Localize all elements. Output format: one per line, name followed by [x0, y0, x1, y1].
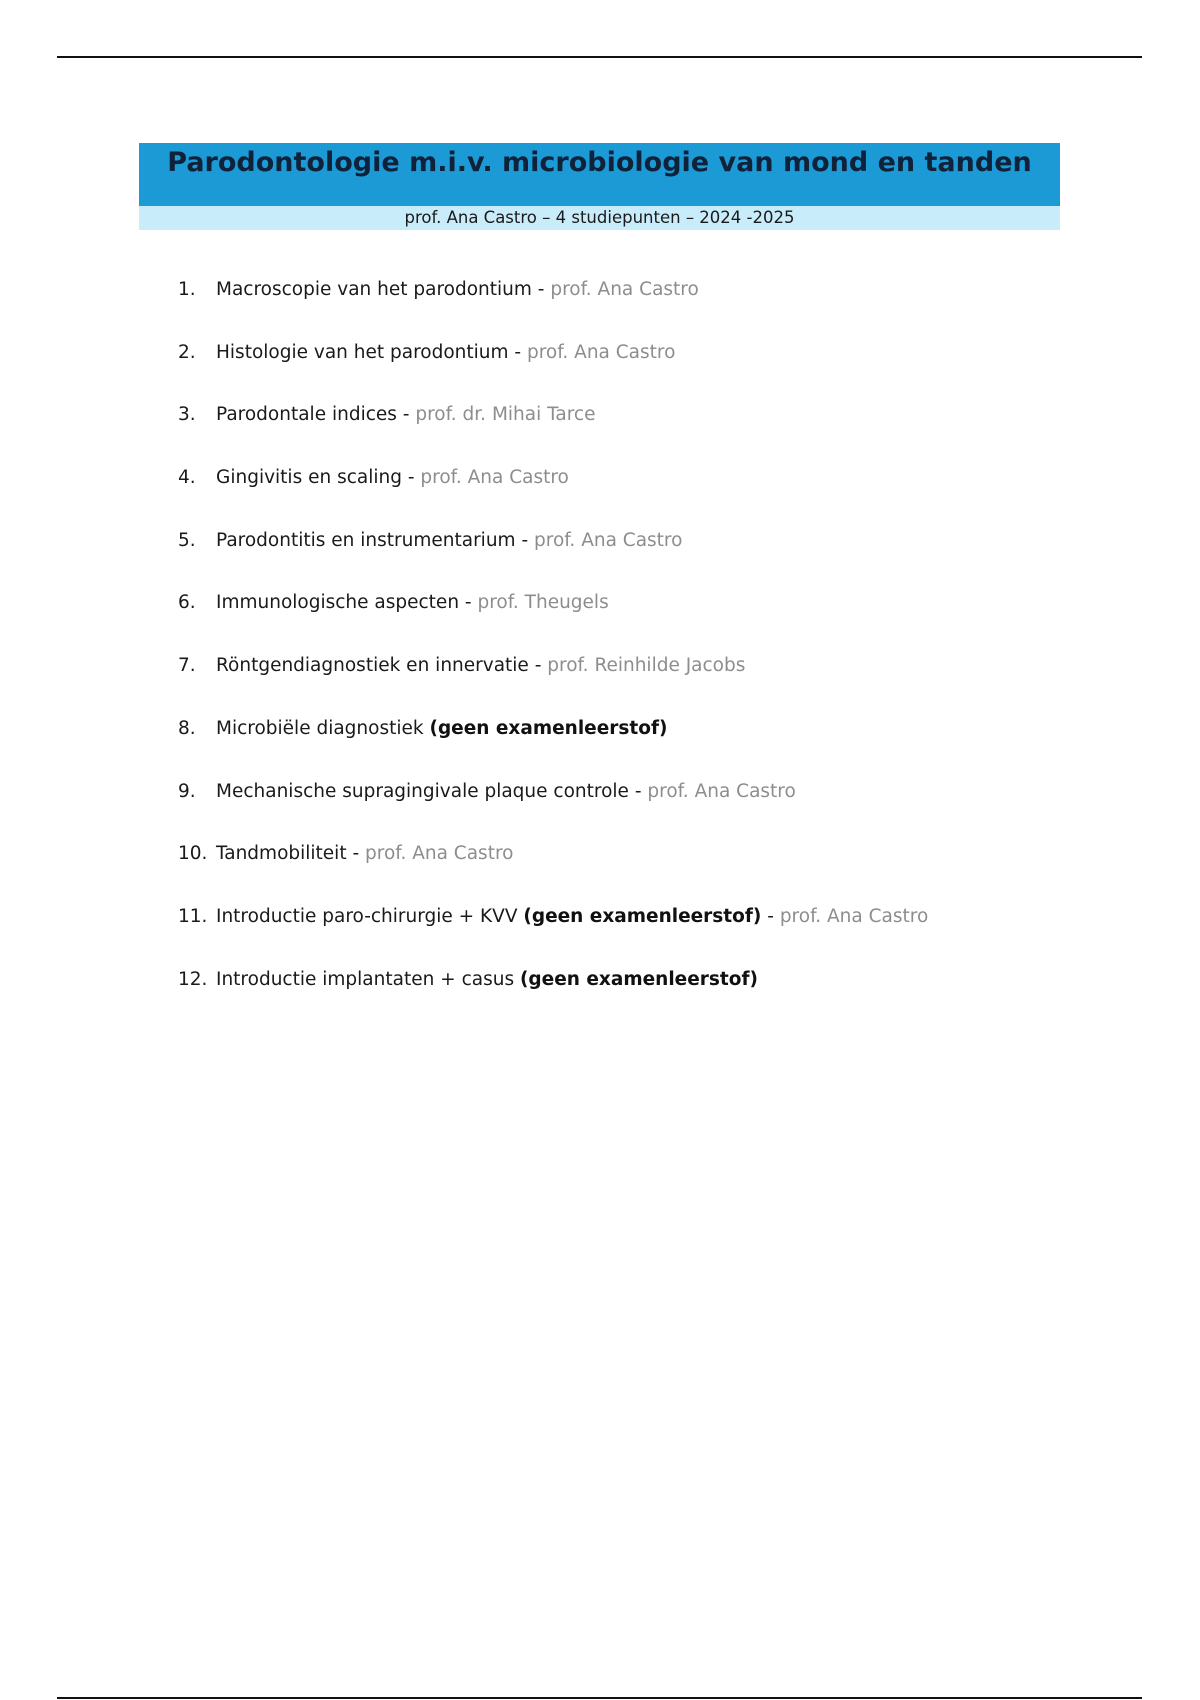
separator: - [515, 529, 534, 551]
item-number: 6. [178, 592, 196, 614]
lecturer-name: prof. Ana Castro [550, 279, 699, 300]
list-item [178, 715, 928, 778]
lecturer-name: prof. Ana Castro [420, 467, 569, 489]
separator: - [761, 905, 780, 927]
list-item [178, 401, 928, 464]
separator: - [396, 404, 416, 426]
list-item [178, 464, 928, 527]
item-number: 11. [178, 905, 208, 927]
topic-title: Gingivitis en scaling [216, 467, 402, 489]
exam-note: (geen examenleerstof) [429, 717, 668, 739]
separator: - [528, 655, 548, 677]
item-number: 10. [178, 843, 208, 865]
lecturer-name: prof. Ana Castro [526, 341, 676, 363]
topic-title: Introductie paro-chirurgie + KVV [216, 905, 518, 927]
item-number: 5. [178, 529, 196, 551]
topic-title: Mechanische supragingivale plaque controle [216, 780, 629, 802]
course-subtitle: prof. Ana Castro – 4 studiepunten – 2024 -2025 [404, 208, 795, 227]
lecturer-name: prof. Theugels [477, 592, 609, 614]
item-number: 9. [178, 780, 196, 802]
list-item [178, 778, 928, 841]
topic-title: Introductie implantaten + casus [216, 968, 515, 990]
separator: - [401, 467, 421, 489]
item-number: 3. [178, 404, 196, 426]
list-item [178, 527, 928, 590]
topic-title: Parodontitis en instrumentarium [216, 529, 516, 551]
lecturer-name: prof. Ana Castro [779, 905, 929, 927]
separator: - [508, 341, 527, 363]
exam-note: (geen examenleerstof) [523, 905, 762, 927]
lecturer-name: prof. dr. Mihai Tarce [415, 404, 596, 426]
topic-title: Macroscopie van het parodontium [216, 279, 532, 300]
top-rule [57, 56, 1142, 58]
title-band [139, 143, 1060, 206]
topic-title: Tandmobiliteit [216, 843, 347, 865]
topic-title: Microbiële diagnostiek [216, 717, 424, 739]
item-number: 8. [178, 717, 196, 739]
document-header [139, 143, 1060, 230]
topic-list [178, 276, 928, 1028]
item-number: 7. [178, 655, 196, 677]
bottom-rule [57, 1697, 1142, 1699]
list-item [178, 589, 928, 652]
list-item [178, 276, 928, 339]
separator: - [459, 592, 478, 614]
item-number: 4. [178, 467, 196, 489]
lecturer-name: prof. Ana Castro [365, 843, 514, 865]
subtitle-band [139, 206, 1060, 230]
lecturer-name: prof. Ana Castro [534, 529, 683, 551]
lecturer-name: prof. Ana Castro [647, 780, 796, 802]
list-item [178, 903, 928, 966]
lecturer-name: prof. Reinhilde Jacobs [547, 655, 746, 677]
list-item [178, 966, 928, 1029]
list-item [178, 840, 928, 903]
topic-title: Immunologische aspecten [216, 592, 460, 614]
separator: - [628, 780, 648, 802]
topic-title: Parodontale indices [216, 404, 397, 426]
item-number: 2. [178, 341, 196, 363]
separator: - [346, 843, 366, 865]
page-title: Parodontologie m.i.v. microbiologie van mond en tanden [167, 147, 1032, 178]
topic-title: Röntgendiagnostiek en innervatie [216, 655, 529, 677]
list-item [178, 339, 928, 402]
exam-note: (geen examenleerstof) [519, 968, 758, 990]
separator: - [531, 279, 551, 300]
item-number: 12. [178, 968, 208, 990]
list-item [178, 652, 928, 715]
topic-title: Histologie van het parodontium [216, 341, 509, 363]
item-number: 1. [178, 279, 196, 300]
